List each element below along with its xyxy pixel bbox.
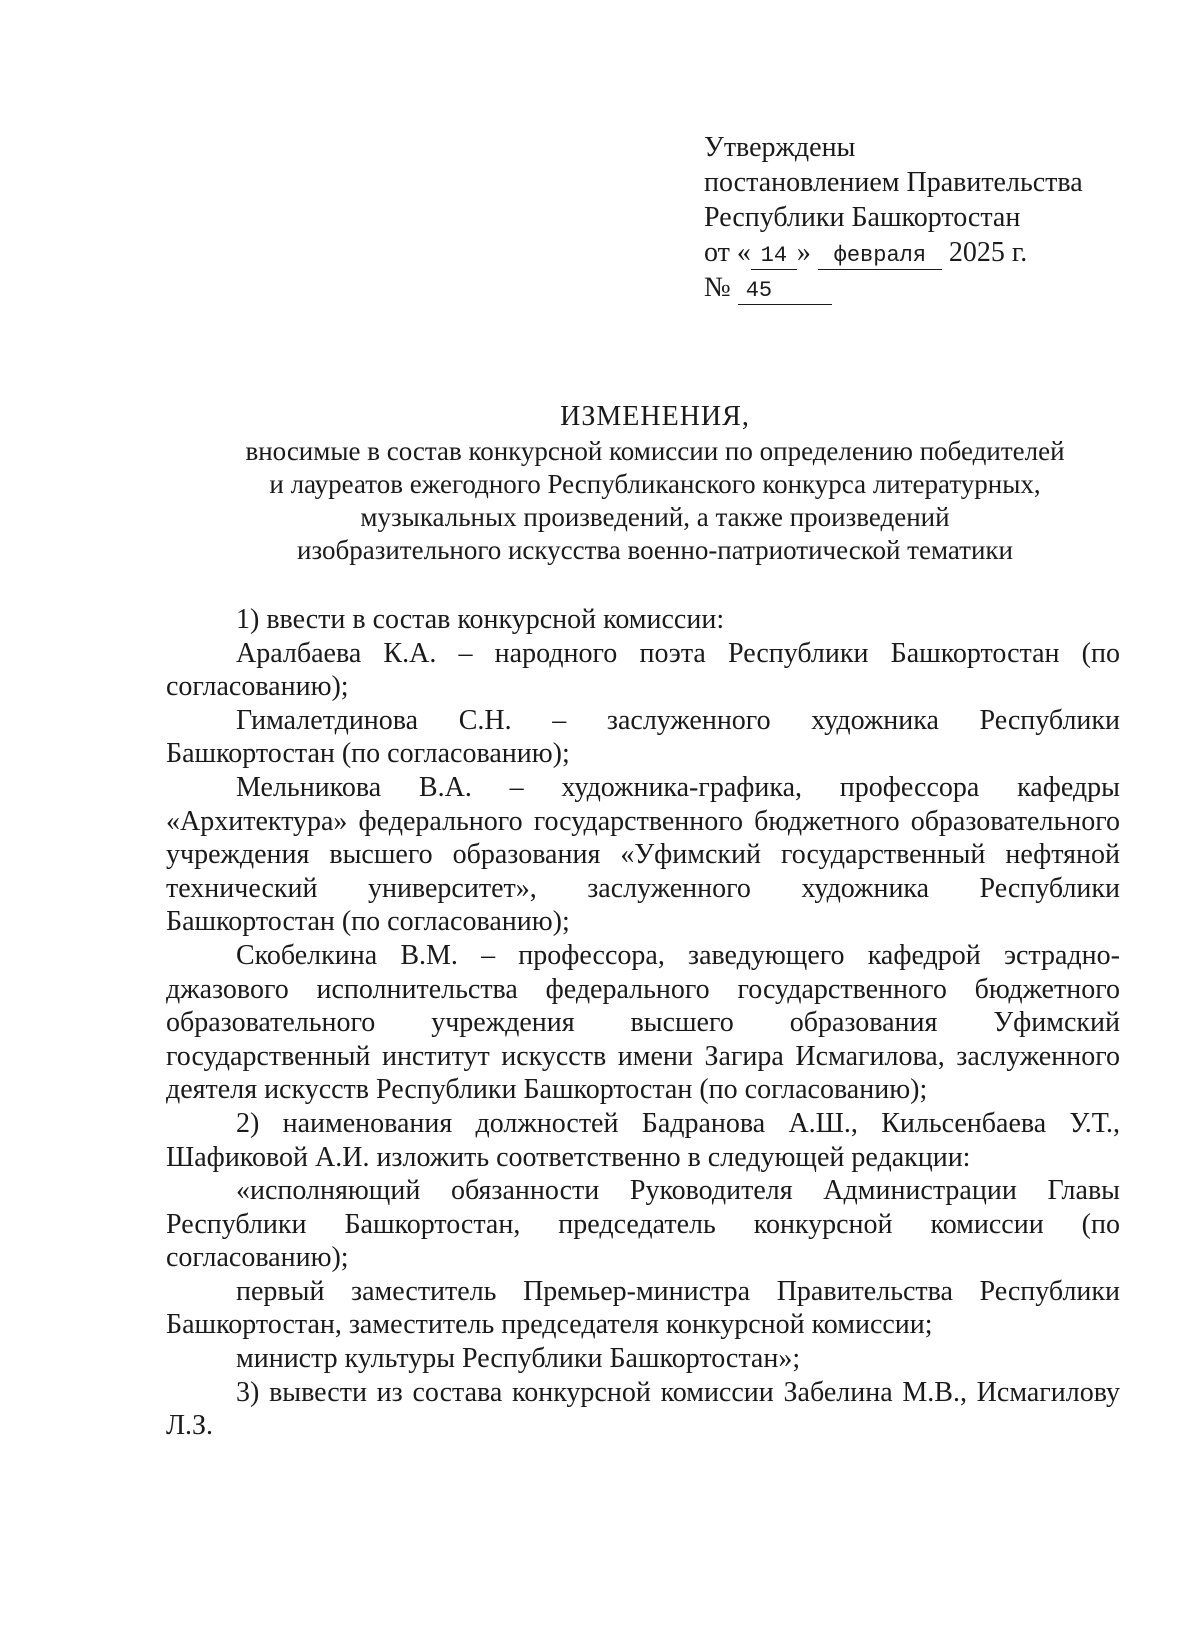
approval-block <box>704 130 1083 305</box>
approval-republic-line: Республики Башкортостан <box>704 202 1021 233</box>
date-year: 2025 г. <box>948 237 1028 268</box>
date-mid: » <box>796 237 811 268</box>
document-subtitle <box>120 435 1190 567</box>
position-entry: первый заместитель Премьер-министра Правительства Республики Башкортостан, заместитель председателя конкурсной комиссии; <box>166 1275 1120 1341</box>
subtitle-line: вносимые в состав конкурсной комиссии по определению победителей <box>245 436 1065 466</box>
approval-number-line <box>704 270 1083 305</box>
document-title: ИЗМЕНЕНИЯ, <box>560 401 750 432</box>
member-entry: Мельникова В.А. – художника-графика, профессора кафедры «Архитектура» федерального государственного бюджетного образовательного учреждения высшего образования «Уфимский государственный нефтяной технический университет», заслуженного художника Республики Башкортостан (по согласованию); <box>166 771 1120 938</box>
date-day: 14 <box>751 243 797 270</box>
date-prefix: от « <box>704 237 751 268</box>
approval-resolution-line: постановлением Правительства <box>704 167 1083 198</box>
member-entry: Аралбаева К.А. – народного поэта Республики Башкортостан (по согласованию); <box>166 637 1120 703</box>
subtitle-line: музыкальных произведений, а также произведений <box>360 502 950 532</box>
member-entry: Скобелкина В.М. – профессора, заведующего кафедрой эстрадно-джазового исполнительства федерального государственного бюджетного образовательного учреждения высшего образования Уфимский государственный институт искусств имени Загира Исмагилова, заслуженного деятеля искусств Республики Башкортостан (по согласованию); <box>166 939 1120 1106</box>
approval-date-line <box>704 235 1083 270</box>
document-number: 45 <box>738 278 832 305</box>
position-entry: министр культуры Республики Башкортостан»; <box>236 1343 801 1375</box>
document-body <box>166 603 1120 1443</box>
item-2-heading: 2) наименования должностей Бадранова А.Ш., Кильсенбаева У.Т., Шафиковой А.И. изложить соответственно в следующей редакции: <box>166 1107 1120 1173</box>
subtitle-line: изобразительного искусства военно-патриотической тематики <box>297 535 1013 565</box>
member-entry: Гималетдинова С.Н. – заслуженного художника Республики Башкортостан (по согласованию); <box>166 704 1120 770</box>
position-entry: «исполняющий обязанности Руководителя Администрации Главы Республики Башкортостан, председатель конкурсной комиссии (по согласованию); <box>166 1175 1120 1274</box>
subtitle-line: и лауреатов ежегодного Республиканского конкурса литературных, <box>269 469 1041 499</box>
item-3-paragraph: 3) вывести из состава конкурсной комиссии Забелина М.В., Исмагилову Л.З. <box>166 1376 1120 1442</box>
approval-heading: Утверждены <box>704 132 856 163</box>
title-block <box>120 400 1190 567</box>
number-prefix: № <box>704 272 731 303</box>
item-1-heading: 1) ввести в состав конкурсной комиссии: <box>236 604 725 635</box>
date-month: февраля <box>818 243 942 270</box>
